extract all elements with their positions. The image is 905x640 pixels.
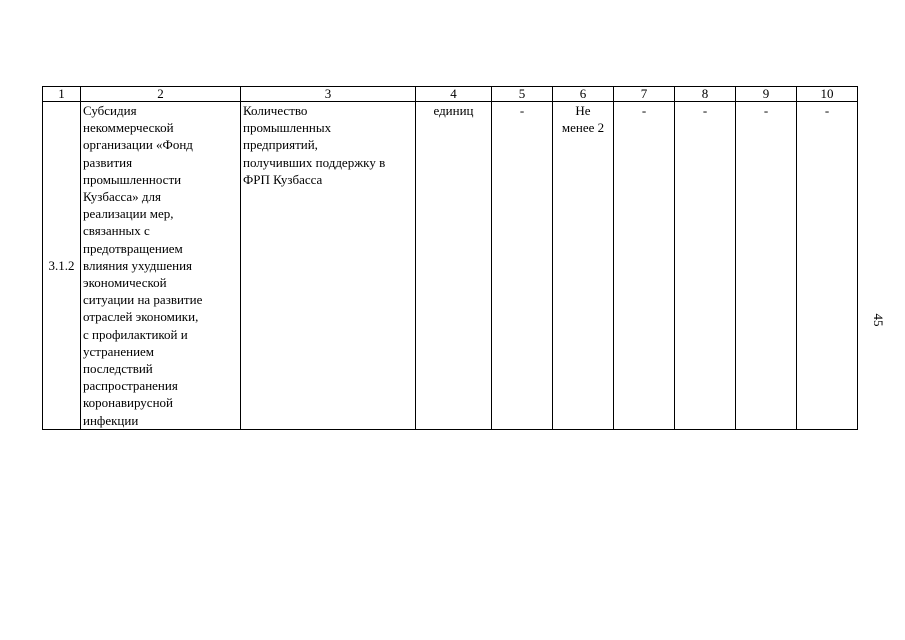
header-cell: 5: [492, 87, 553, 102]
header-cell: 10: [797, 87, 858, 102]
row-col7-cell: [614, 102, 675, 430]
row-unit: единиц: [433, 103, 474, 118]
table-header-row: [43, 87, 858, 102]
table-row: [43, 102, 858, 430]
row-col9-cell: [736, 102, 797, 430]
row-col7: -: [641, 103, 647, 118]
row-col8-cell: [675, 102, 736, 430]
row-code: 3.1.2: [48, 257, 75, 273]
header-cell: 1: [43, 87, 81, 102]
row-name-cell: [81, 102, 241, 430]
row-col9: -: [763, 103, 769, 118]
header-cell: 8: [675, 87, 736, 102]
row-name: Субсидия некоммерческой организации «Фонд развития промышленности Кузбасса» для реализации мер, связанных с предотвращением влияния ухудшения экономической ситуации на развитие отраслей экономики, с профилактикой и устранением последствий распространения коронавирусной инфекции: [83, 103, 203, 428]
header-cell: 9: [736, 87, 797, 102]
row-col10-cell: [797, 102, 858, 430]
row-col6-cell: [553, 102, 614, 430]
row-col8: -: [702, 103, 708, 118]
row-indicator: Количество промышленных предприятий, получивших поддержку в ФРП Кузбасса: [243, 103, 386, 187]
header-cell: 7: [614, 87, 675, 102]
row-col5-cell: [492, 102, 553, 430]
row-col6: Не менее 2: [561, 103, 605, 136]
header-cell: 6: [553, 87, 614, 102]
row-col10: -: [824, 103, 830, 118]
page-number: 45: [871, 313, 886, 327]
header-cell: 4: [416, 87, 492, 102]
header-cell: 2: [81, 87, 241, 102]
row-col5: -: [519, 103, 525, 118]
row-unit-cell: [416, 102, 492, 430]
row-code-cell: [43, 102, 81, 430]
indicators-table: [42, 86, 858, 430]
header-cell: 3: [241, 87, 416, 102]
row-indicator-cell: [241, 102, 416, 430]
